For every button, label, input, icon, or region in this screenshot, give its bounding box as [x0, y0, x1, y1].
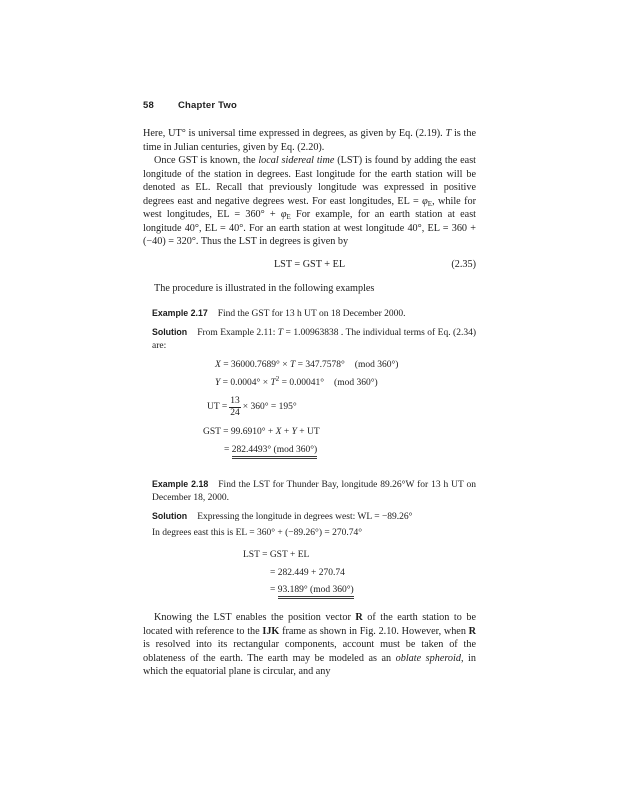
- fraction-denominator: 24: [230, 407, 240, 418]
- term-oblate-spheroid: oblate spheroid: [395, 652, 461, 664]
- text-column: [143, 127, 476, 679]
- example-heading: [152, 478, 476, 505]
- example-heading: [152, 307, 476, 321]
- equation-ut-term: UT = $\frac{13}{24}$ × 360° = 195°: [207, 395, 297, 418]
- variable-T: T: [277, 328, 284, 338]
- equation-lst-sum: = 282.449 + 270.74: [270, 568, 345, 578]
- variable-T: T: [445, 128, 452, 139]
- solution-label: Solution: [152, 327, 188, 337]
- solution-block: Solution Expressing the longitude in degrees west: WL = −89.26°: [152, 511, 413, 522]
- mod-note: (mod 360°): [354, 360, 399, 370]
- example-title: Find the GST for 13 h UT on 18 December 2000.: [217, 309, 406, 319]
- fraction-13-24: [229, 396, 241, 419]
- phi-subscript: E: [286, 213, 291, 221]
- chapter-title: Chapter Two: [177, 100, 237, 111]
- vector-R: R: [468, 625, 476, 637]
- paragraph-universal-time: Here, UT° is universal time expressed in degrees, as given by Eq. (2.19). T is the time in Julian centuries, given by Eq. (2.20).: [143, 128, 476, 153]
- mod-note: (mod 360°): [334, 378, 378, 388]
- phi-symbol: φ: [280, 209, 287, 220]
- final-answer-underlined: 282.4493° (mod 360°): [232, 445, 317, 459]
- example-label: Example 2.17: [152, 308, 208, 318]
- fraction-numerator: 13: [230, 395, 240, 406]
- equation-gst-result: = 282.4493° (mod 360°): [224, 444, 476, 461]
- equation-x-term: X = 36000.7689° × T = 347.7578° (mod 360°): [215, 360, 399, 370]
- example-2-18: [152, 478, 476, 601]
- solution-label: Solution: [152, 511, 188, 521]
- equation-y-term: $Y = 0.0004^\circ \times T^2 = 0.00041^\circ$ (mod 360°): [215, 375, 378, 388]
- equation-2-35: [143, 258, 476, 272]
- equation-lst-result: = 93.189° (mod 360°): [270, 584, 476, 601]
- final-answer-underlined: 93.189° (mod 360°): [278, 585, 354, 599]
- vector-R: R: [355, 612, 363, 623]
- phi-subscript: E: [427, 199, 433, 208]
- solution-block: Solution From Example 2.11: T = 1.00963838 . The individual terms of Eq. (2.34) are:: [152, 327, 476, 351]
- exponent: 2: [275, 375, 280, 383]
- paragraph-procedure: The procedure is illustrated in the following examples: [154, 282, 375, 294]
- term-local-sidereal-time: local sidereal time: [258, 155, 335, 166]
- example-label: Example 2.18: [152, 479, 209, 489]
- equation-body: LST = GST + EL: [273, 258, 346, 270]
- equation-number: (2.35): [451, 258, 476, 270]
- page-number: 58: [143, 100, 154, 111]
- equation-lst: LST = GST + EL: [243, 550, 310, 560]
- equation-gst: GST = 99.6910° + X + Y + UT: [203, 427, 320, 437]
- frame-IJK: IJK: [262, 625, 280, 637]
- paragraph-position-vector: Knowing the LST enables the position vector R of the earth station to be located with reference to the IJK frame as shown in Fig. 2.10. However, when R is resolved into its rectangular components, account must be taken of the oblateness of the earth. The earth may be modeled as an oblate spheroid, in which the equatorial plane is circular, and any: [143, 612, 476, 677]
- paragraph-lst-definition: Once GST is known, the local sidereal time (LST) is found by adding the east longitude of the station in degrees. East longitude for the earth station will be denoted as EL. Recall that previously longitude was expressed in positive degrees east and negative degrees west. For east longitudes, EL = $\varphi_E$, while for west longitudes, EL = $360^\circ + \varphi_E$ For example, for an earth station at east longitude 40°, EL = 40°. For an earth station at west longitude 40°, EL = 360 + (−40) = 320°. Thus the LST in degrees is given by: [143, 155, 477, 247]
- solution-line-2: In degrees east this is EL = 360° + (−89.26°) = 270.74°: [152, 528, 363, 538]
- example-2-17: [152, 307, 476, 461]
- example-title: Find the LST for Thunder Bay, longitude 89.26°W for 13 h UT on December 18, 2000.: [152, 480, 476, 503]
- running-header: [143, 100, 237, 111]
- phi-symbol: φ: [422, 195, 428, 207]
